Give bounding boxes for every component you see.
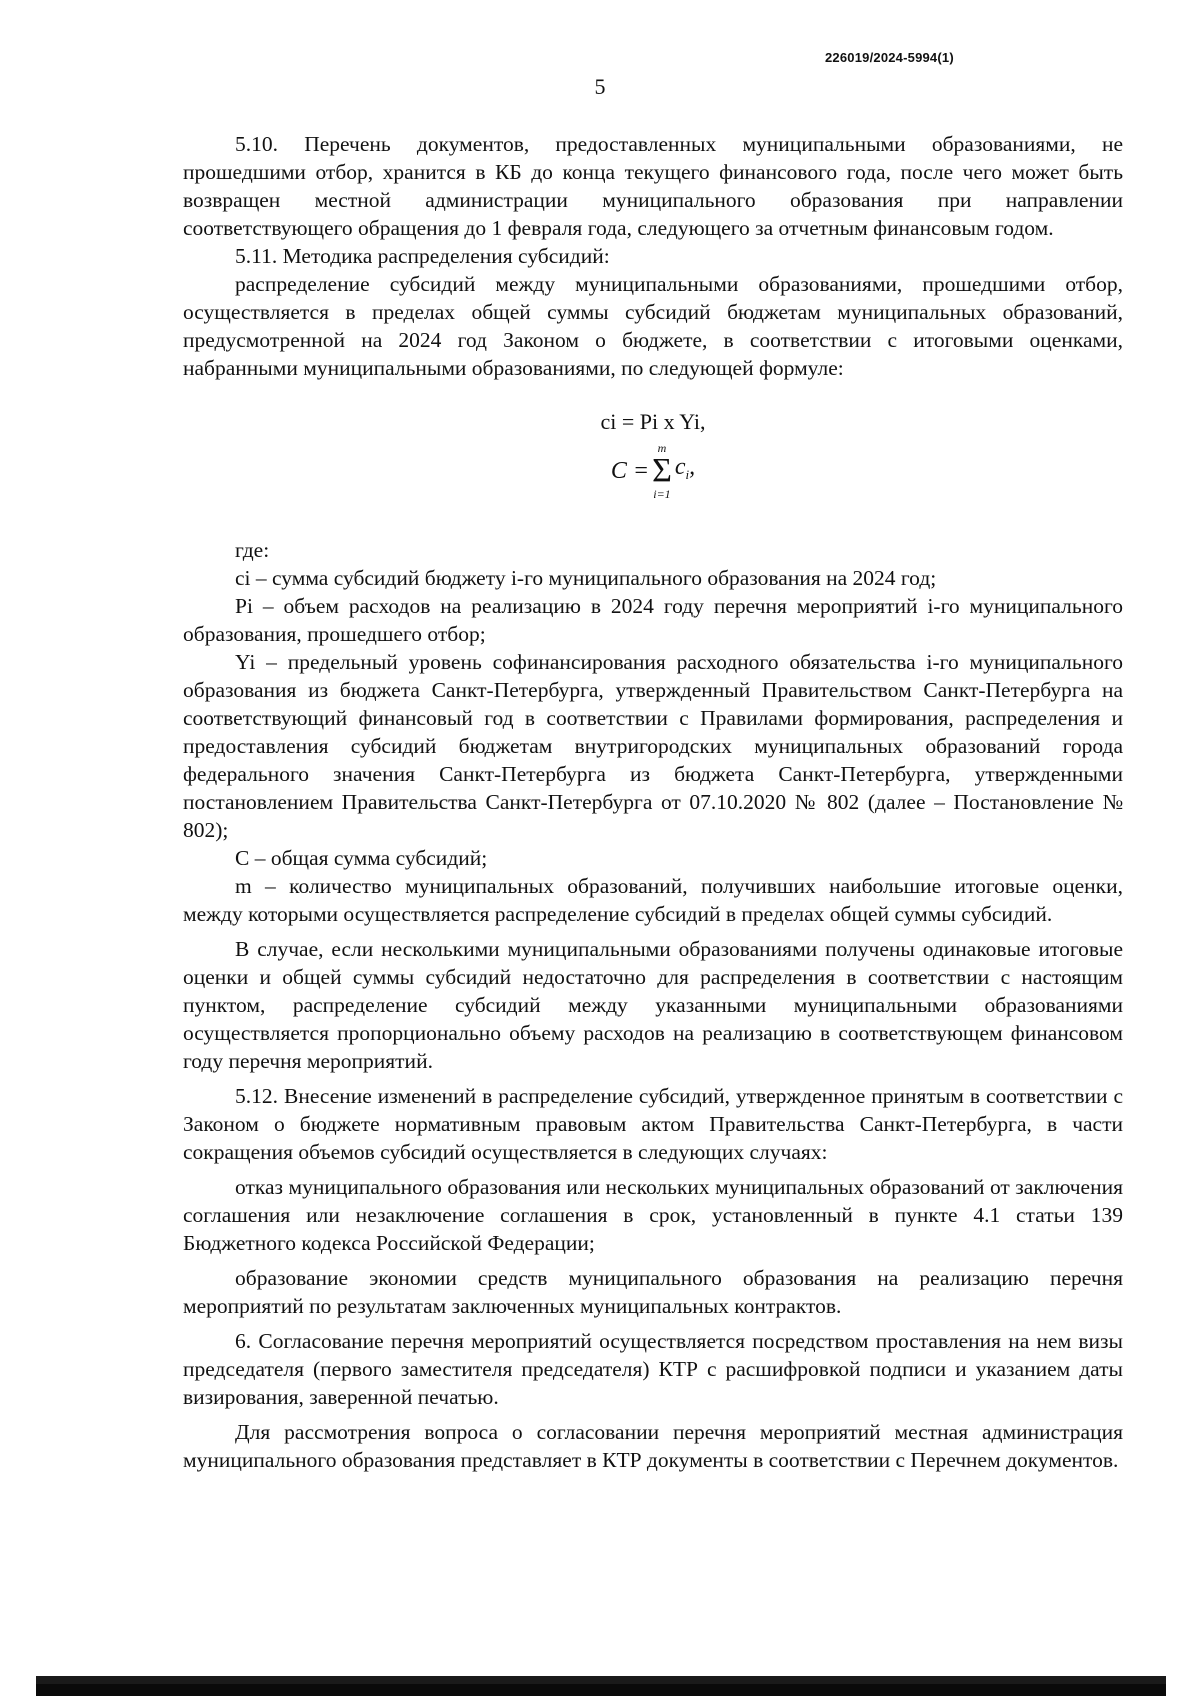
paragraph-5-11-text: распределение субсидий между муниципальными образованиями, прошедшими отбор, осуществляется в пределах общей суммы субсидий бюджетам муниципальных образований, предусмотренной на 2024 год Законом о бюджете, в соответствии с итоговыми оценками, набранными муниципальными образованиями, по следующей формуле: [183,272,1123,380]
paragraph-6: 6. Согласование перечня мероприятий осуществляется посредством проставления на нем визы председателя (первого заместителя председателя) КТР с расшифровкой подписи и указанием даты визирования, заверенной печатью. [183,1329,1123,1409]
formula-sum [611,442,695,500]
definition-pi: Pi – объем расходов на реализацию в 2024 году перечня мероприятий i-го муниципального образования, прошедшего отбор; [183,594,1123,646]
formula-lhs: C = [610,458,650,484]
page-number: 5 [594,74,606,99]
sum-upper-limit: m [657,441,667,455]
paragraph-6-documents: Для рассмотрения вопроса о согласовании перечня мероприятий местная администрация муниципального образования представляет в КТР документы в соответствии с Перечнем документов. [183,1420,1123,1472]
definition-m: m – количество муниципальных образований, получивших наибольшие итоговые оценки, между которыми осуществляется распределение субсидий в пределах общей суммы субсидий. [183,874,1123,926]
document-body [183,130,1123,1474]
sum-term: $c_i$, [674,454,696,482]
paragraph-equal-scores: В случае, если несколькими муниципальными образованиями получены одинаковые итоговые оценки и общей суммы субсидий недостаточно для распределения в соответствии с настоящим пунктом, распределение субсидий между указанными муниципальными образованиями осуществляется пропорционально объему расходов на реализацию в соответствующем финансовом году перечня мероприятий. [183,937,1123,1073]
definition-yi: Yi – предельный уровень софинансирования расходного обязательства i-го муниципального образования из бюджета Санкт-Петербурга, утвержденный Правительством Санкт-Петербурга на соответствующий финансовый год в соответствии с Правилами формирования, распределения и предоставления субсидий бюджетам внутригородских муниципальных образований города федерального значения Санкт-Петербурга из бюджета Санкт-Петербурга, утвержденными постановлением Правительства Санкт-Петербурга от 07.10.2020 № 802 (далее – Постановление № 802); [183,650,1123,842]
summation-sign [652,442,672,500]
paragraph-where: где: [235,538,270,562]
formula-block [183,408,1123,500]
paragraph-5-10: 5.10. Перечень документов, предоставленных муниципальными образованиями, не прошедшими отбор, хранится в КБ до конца текущего финансового года, после чего может быть возвращен местной администрации муниципального образования при направлении соответствующего обращения до 1 февраля года, следующего за отчетным финансовым годом. [183,132,1123,240]
paragraph-5-12: 5.12. Внесение изменений в распределение субсидий, утвержденное принятым в соответствии с Законом о бюджете нормативным правовым актом Правительства Санкт-Петербурга, в части сокращения объемов субсидий осуществляется в следующих случаях: [183,1084,1123,1164]
paragraph-refusal-case: отказ муниципального образования или нескольких муниципальных образований от заключения соглашения или незаключение соглашения в срок, установленный в пункте 4.1 статьи 139 Бюджетного кодекса Российской Федерации; [183,1175,1123,1255]
sum-lower-limit: i=1 [653,487,671,501]
scan-edge-bar-bottom [36,1684,1166,1696]
paragraph-5-11-heading: 5.11. Методика распределения субсидий: [235,244,610,268]
definition-c: C – общая сумма субсидий; [235,846,488,870]
definition-ci: ci – сумма субсидий бюджету i-го муниципального образования на 2024 год; [235,566,937,590]
formula-ci: ci = Pi x Yi, [600,409,706,434]
document-number: 226019/2024-5994(1) [825,50,954,65]
scan-edge-bar [36,1676,1166,1684]
sigma-symbol: Σ [652,452,672,489]
paragraph-savings-case: образование экономии средств муниципального образования на реализацию перечня мероприятий по результатам заключенных муниципальных контрактов. [183,1266,1123,1318]
